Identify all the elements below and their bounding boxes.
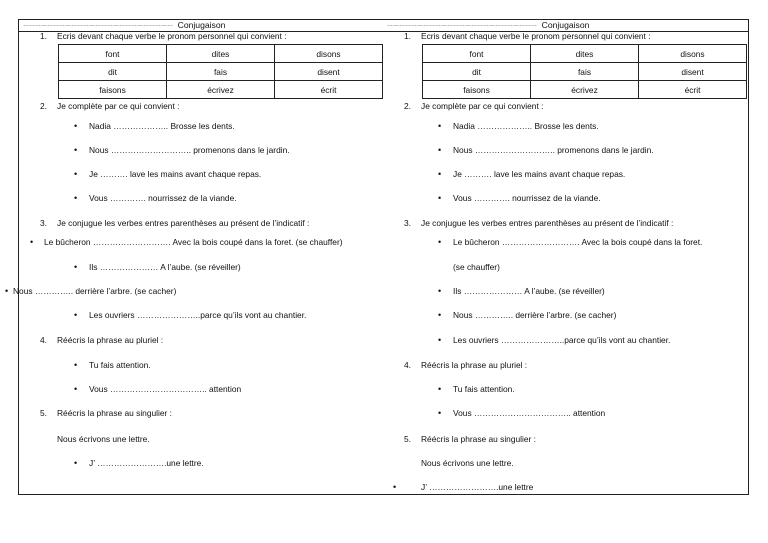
table-cell: disent (275, 63, 383, 81)
table-cell: font (59, 45, 167, 63)
bullet: • (74, 145, 78, 155)
bullet: • (74, 262, 78, 272)
verb-table (58, 44, 383, 99)
q1-instruction: Ecris devant chaque verbe le pronom personnel qui convient : (421, 31, 651, 41)
q3-item: Le bûcheron ………………………. Avec la bois coupé dans la foret. (se chauffer) (44, 237, 343, 247)
sheet-title: Conjugaison (541, 20, 590, 30)
bullet: • (438, 169, 442, 179)
table-cell: dit (59, 63, 167, 81)
q2-item: Nadia ……………….. Brosse les dents. (89, 121, 235, 131)
q5-answer: J’ …………………….une lettre. (89, 458, 204, 468)
table-cell: dites (531, 45, 639, 63)
q3-number: 3. (40, 218, 47, 228)
q3-instruction: Je conjugue les verbes entres parenthèses au présent de l’indicatif : (57, 218, 310, 228)
sheet-title: Conjugaison (177, 20, 226, 30)
bullet: • (74, 193, 78, 203)
bullet: • (438, 286, 442, 296)
q4-instruction: Réécris la phrase au pluriel : (421, 360, 528, 370)
table-row (423, 45, 747, 63)
q2-number: 2. (404, 101, 411, 111)
bullet: • (438, 335, 442, 345)
table-row (423, 63, 747, 81)
q3-item: Le bûcheron ………………………. Avec la bois coupé dans la foret. (453, 237, 703, 247)
bullet: • (438, 121, 442, 131)
table-cell: fais (531, 63, 639, 81)
bullet: • (74, 310, 78, 320)
q2-item: Nadia ……………….. Brosse les dents. (453, 121, 599, 131)
q2-instruction: Je complète par ce qui convient : (421, 101, 544, 111)
bullet: • (74, 384, 78, 394)
q2-item: Nous ……………………….. promenons dans le jardin. (453, 145, 654, 155)
q4-number: 4. (40, 335, 47, 345)
q3-item: Ils ………………… A l’aube. (se réveiller) (453, 286, 605, 296)
q2-instruction: Je complète par ce qui convient : (57, 101, 180, 111)
table-row (59, 63, 383, 81)
q2-item: Je ………. lave les mains avant chaque repas. (453, 169, 626, 179)
table-cell: faisons (59, 81, 167, 99)
q5-number: 5. (404, 434, 411, 444)
bullet: • (438, 145, 442, 155)
bullet: • (30, 237, 34, 247)
q1-number: 1. (40, 31, 47, 41)
table-row (59, 45, 383, 63)
bullet: • (74, 360, 78, 370)
table-cell: disons (639, 45, 747, 63)
q2-item: Je ………. lave les mains avant chaque repas. (89, 169, 262, 179)
bullet: • (438, 193, 442, 203)
q5-answer: J’ …………………….une lettre (421, 482, 534, 492)
q3-item: Nous ………….. derrière l’arbre. (se cacher) (13, 286, 177, 296)
q5-number: 5. (40, 408, 47, 418)
table-row (423, 81, 747, 99)
q2-item: Nous ……………………….. promenons dans le jardin. (89, 145, 290, 155)
table-cell: écrit (275, 81, 383, 99)
worksheet-left (5, 19, 385, 495)
q5-sentence: Nous écrivons une lettre. (421, 458, 514, 468)
table-cell: écrivez (167, 81, 275, 99)
bullet: • (438, 237, 442, 247)
bullet: • (5, 286, 9, 296)
q3-item: Les ouvriers …………………..parce qu’ils vont au chantier. (89, 310, 307, 320)
q1-instruction: Ecris devant chaque verbe le pronom personnel qui convient : (57, 31, 287, 41)
q3-item: Nous ………….. derrière l’arbre. (se cacher) (453, 310, 617, 320)
q5-sentence: Nous écrivons une lettre. (57, 434, 150, 444)
bullet: • (74, 458, 78, 468)
q2-item: Vous …………. nourrissez de la viande. (453, 193, 601, 203)
bullet: • (74, 121, 78, 131)
q5-instruction: Réécris la phrase au singulier : (57, 408, 172, 418)
name-line: ………………………………………………………………… (387, 22, 537, 28)
q3-item: Les ouvriers …………………..parce qu’ils vont au chantier. (453, 335, 671, 345)
bullet: • (74, 169, 78, 179)
table-cell: font (423, 45, 531, 63)
q5-instruction: Réécris la phrase au singulier : (421, 434, 536, 444)
table-cell: disons (275, 45, 383, 63)
bullet: • (438, 408, 442, 418)
bullet: • (438, 384, 442, 394)
bullet: • (438, 310, 442, 320)
q3-item-continuation: (se chauffer) (453, 262, 500, 272)
table-cell: disent (639, 63, 747, 81)
name-line: ………………………………………………………………… (23, 22, 173, 28)
q4-item: Tu fais attention. (89, 360, 151, 370)
q2-item: Vous …………. nourrissez de la viande. (89, 193, 237, 203)
table-cell: dites (167, 45, 275, 63)
table-row (59, 81, 383, 99)
table-cell: écrit (639, 81, 747, 99)
q4-item: Vous …………………………….. attention (453, 408, 606, 418)
q1-number: 1. (404, 31, 411, 41)
q4-item: Tu fais attention. (453, 384, 515, 394)
q3-instruction: Je conjugue les verbes entres parenthèses au présent de l’indicatif : (421, 218, 674, 228)
q4-item: Vous …………………………….. attention (89, 384, 242, 394)
q3-item: Ils ………………… A l’aube. (se réveiller) (89, 262, 241, 272)
verb-table (422, 44, 747, 99)
q2-number: 2. (40, 101, 47, 111)
table-cell: faisons (423, 81, 531, 99)
q3-number: 3. (404, 218, 411, 228)
table-cell: écrivez (531, 81, 639, 99)
table-cell: dit (423, 63, 531, 81)
q4-number: 4. (404, 360, 411, 370)
q4-instruction: Réécris la phrase au pluriel : (57, 335, 164, 345)
bullet: • (393, 482, 397, 492)
table-cell: fais (167, 63, 275, 81)
worksheet-right (383, 19, 749, 495)
